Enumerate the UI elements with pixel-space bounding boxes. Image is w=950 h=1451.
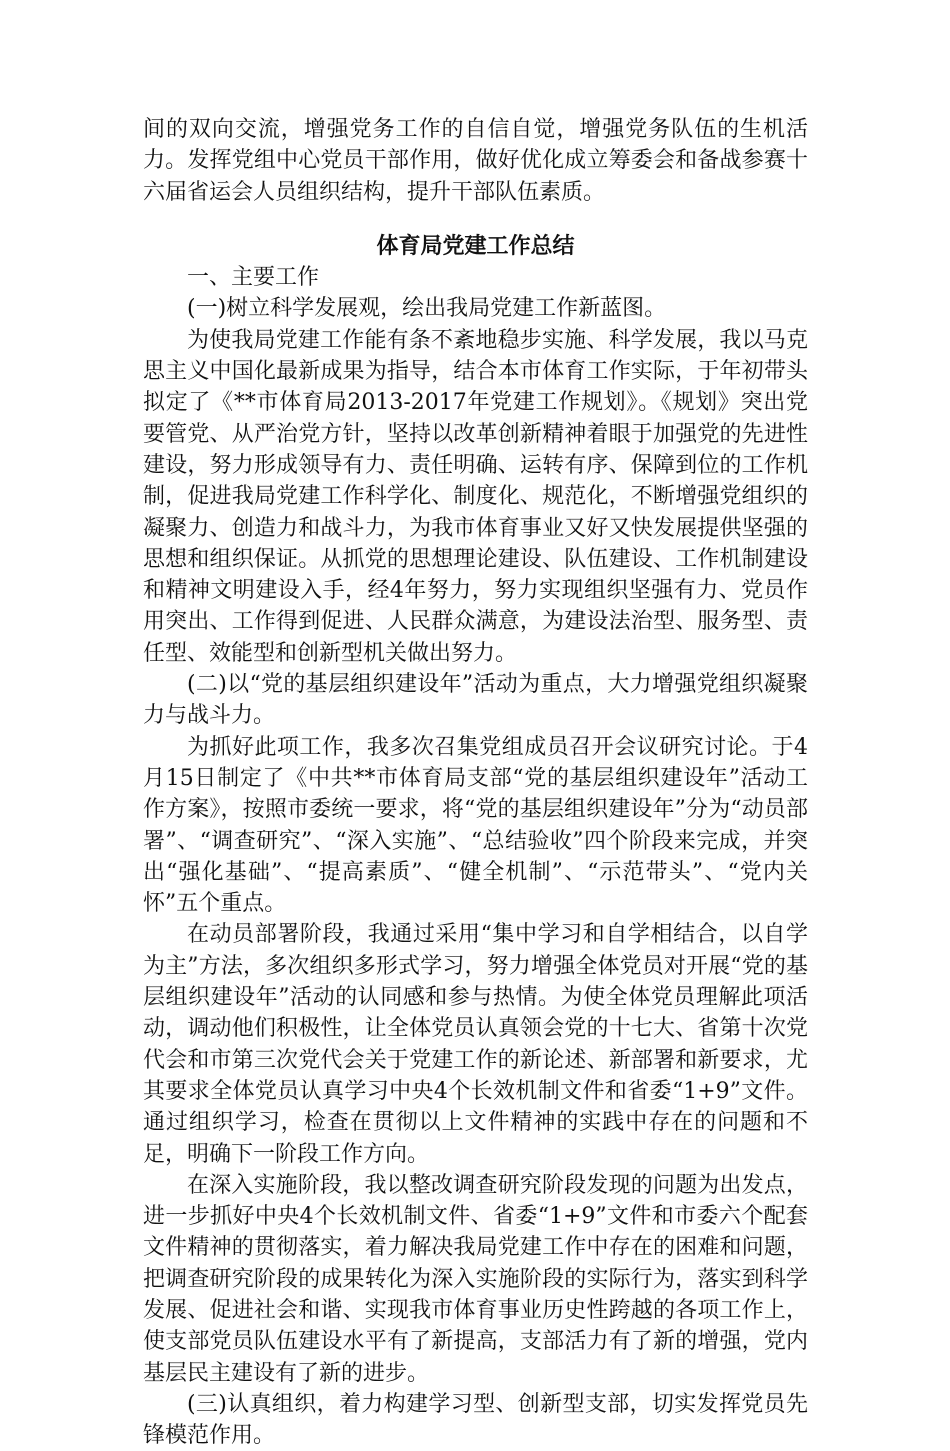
- paragraph-2: 为抓好此项工作，我多次召集党组成员召开会议研究讨论。于4月15日制定了《中共**市体育局支部“党的基层组织建设年”活动工作方案》，按照市委统一要求，将“党的基层组织建设年”分为“动员部署”、“调查研究”、“深入实施”、“总结验收”四个阶段来完成，并突出“强化基础”、“提高素质”、“健全机制”、“示范带头”、“党内关怀”五个重点。: [143, 734, 808, 917]
- paragraph-3: 在动员部署阶段，我通过采用“集中学习和自学相结合，以自学为主”方法，多次组织多形式学习，努力增强全体党员对开展“党的基层组织建设年”活动的认同感和参与热情。为使全体党员理解此项活动，调动他们积极性，让全体党员认真领会党的十七大、省第十次党代会和市第三次党代会关于党建工作的新论述、新部署和新要求，尤其要求全体党员认真学习中央4个长效机制文件和省委“1+9”文件。通过组织学习，检查在贯彻以上文件精神的实践中存在的问题和不足，明确下一阶段工作方向。: [143, 922, 808, 1167]
- intro-paragraph: 间的双向交流，增强党务工作的自信自觉，增强党务队伍的生机活力。发挥党组中心党员干部作用，做好优化成立筹委会和备战参赛十六届省运会人员组织结构，提升干部队伍素质。: [143, 117, 808, 205]
- subheading-2: (二)以“党的基层组织建设年”活动为重点，大力增强党组织凝聚力与战斗力。: [143, 672, 808, 729]
- document-body: [143, 114, 808, 1451]
- paragraph-4: 在深入实施阶段，我以整改调查研究阶段发现的问题为出发点，进一步抓好中央4个长效机制文件、省委“1+9”文件和市委六个配套文件精神的贯彻落实，着力解决我局党建工作中存在的困难和问题，把调查研究阶段的成果转化为深入实施阶段的实际行为，落实到科学发展、促进社会和谐、实现我市体育事业历史性跨越的各项工作上，使支部党员队伍建设水平有了新提高，支部活力有了新的增强，党内基层民主建设有了新的进步。: [143, 1172, 808, 1386]
- subheading-3: (三)认真组织，着力构建学习型、创新型支部，切实发挥党员先锋模范作用。: [143, 1391, 808, 1449]
- subheading-1: (一)树立科学发展观，绘出我局党建工作新蓝图。: [187, 296, 667, 322]
- paragraph-1: 为使我局党建工作能有条不紊地稳步实施、科学发展，我以马克思主义中国化最新成果为指导，结合本市体育工作实际，于年初带头拟定了《**市体育局2013-2017年党建工作规划》。《规划》突出党要管党、从严治党方针，坚持以改革创新精神着眼于加强党的先进性建设，努力形成领导有力、责任明确、运转有序、保障到位的工作机制，促进我局党建工作科学化、制度化、规范化，不断增强党组织的凝聚力、创造力和战斗力，为我市体育事业又好又快发展提供坚强的思想和组织保证。从抓党的思想理论建设、队伍建设、工作机制建设和精神文明建设入手，经4年努力，努力实现组织坚强有力、党员作用突出、工作得到促进、人民群众满意，为建设法治型、服务型、责任型、效能型和创新型机关做出努力。: [143, 327, 808, 666]
- document-title: 体育局党建工作总结: [376, 232, 575, 259]
- section-heading: 一、主要工作: [187, 265, 320, 291]
